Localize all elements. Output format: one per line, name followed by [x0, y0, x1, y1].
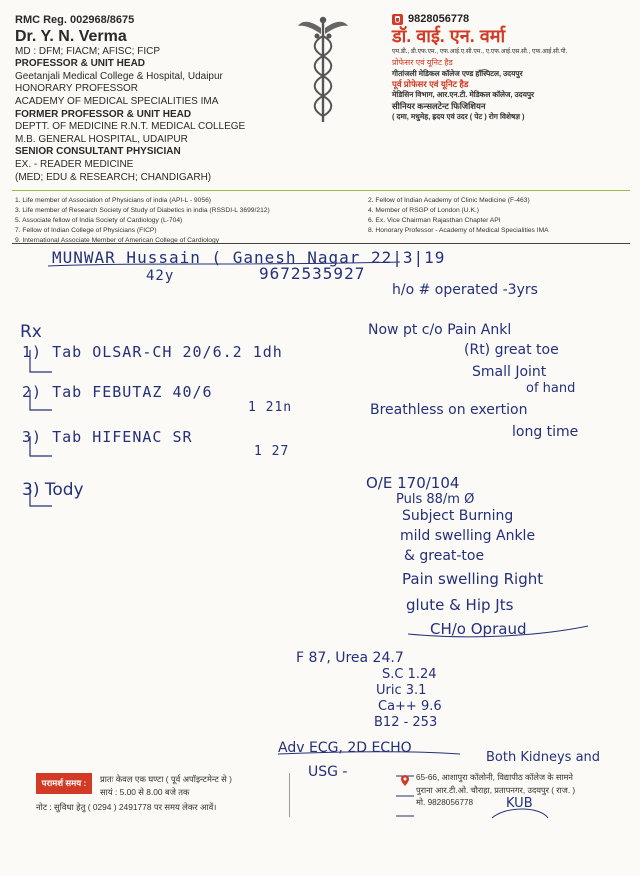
deptt-line-hindi: मेडिसिन विभाग, आर.एन.टी. मेडिकल कॉलेज, उदयपुर [392, 90, 535, 100]
hw-patient-name: MUNWAR Hussain ( Ganesh Nagar 22|3|19 [52, 248, 446, 267]
college-line-hindi: गीतांजली मेडिकल कॉलेज एण्ड हॉस्पिटल, उदयपुर [392, 68, 523, 78]
membership-item: 5. Associate fellow of India Society of Cardiology (L-704) [15, 217, 183, 225]
chandigarh-line: (MED; EDU & RESEARCH; CHANDIGARH) [15, 171, 212, 183]
membership-item: 8. Honorary Professor - Academy of Medical Specialities IMA [368, 227, 549, 235]
hw-advice-3: Both Kidneys and [486, 750, 601, 765]
hw-exam-8: CH/o Opraud [430, 620, 527, 638]
deptt-line: DEPTT. OF MEDICINE R.N.T. MEDICAL COLLEGE [15, 121, 246, 133]
clinic-mobile: मो. 9828056778 [416, 798, 474, 807]
hw-complaint-4: of hand [526, 381, 576, 396]
title-professor: PROFESSOR & UNIT HEAD [15, 58, 146, 70]
membership-item: 9. International Associate Member of American College of Cardiology [15, 237, 220, 245]
reader-line: EX. - READER MEDICINE [15, 158, 134, 170]
consultation-label: परामर्श समय : [36, 773, 92, 794]
hw-exam-6: Pain swelling Right [402, 570, 544, 588]
hw-advice-2: USG - [308, 764, 348, 780]
hw-advice-4: KUB [506, 796, 533, 811]
title-professor-hindi: प्रोफेसर एवं यूनिट हैड [392, 57, 453, 67]
hw-exam-3: Subject Burning [402, 508, 514, 524]
address-line-2: पुराना आर.टी.ओ. चौराहा, प्रतापनगर, उदयपुर ( राज. ) [416, 785, 576, 795]
honorary-line: HONORARY PROFESSOR [15, 83, 138, 95]
hw-exam-4: mild swelling Ankle [400, 528, 536, 544]
phone-number: 9828056778 [408, 13, 470, 26]
title-senior-consultant-hindi: सीनियर कन्सलटेन्ट फिजिशियन [392, 100, 486, 111]
hw-rx-symbol: Rx [20, 322, 42, 342]
title-former-professor: FORMER PROFESSOR & UNIT HEAD [15, 108, 192, 120]
degrees-hindi: एम.डी., डी.एफ.एम., एफ.आई.ए.सी.एम., ए.एफ.आई.एस.सी., एफ.आई.सी.पी. [392, 48, 568, 55]
hw-exam-7: glute & Hip Jts [406, 596, 514, 614]
hw-age: 42y [146, 268, 175, 284]
hw-medicine-2: 2) Tab FEBUTAZ 40/6 [22, 383, 213, 401]
hw-medicine-2-dose: 1 21n [248, 400, 293, 415]
doctor-name: Dr. Y. N. Verma [15, 27, 127, 45]
hw-medicine-4: 3) Tody [22, 480, 84, 500]
title-senior-consultant: SENIOR CONSULTANT PHYSICIAN [15, 146, 181, 158]
hw-medicine-3: 3) Tab HIFENAC SR [22, 428, 193, 446]
hw-exam-5: & great-toe [404, 548, 485, 564]
doctor-name-hindi: डॉ. वाई. एन. वर्मा [392, 26, 506, 46]
hw-medicine-3-dose: 1 27 [254, 444, 290, 459]
hw-lab-4: Ca++ 9.6 [378, 699, 442, 714]
footer-divider [289, 773, 290, 817]
membership-item: 1. Life member of Association of Physicians of india (API-L - 9056) [15, 197, 212, 204]
hw-medicine-1: 1) Tab OLSAR-CH 20/6.2 1dh [22, 343, 283, 361]
hw-exam-1: O/E 170/104 [366, 474, 460, 492]
consult-evening: सायं : 5.00 से 8.00 बजे तक [100, 787, 190, 797]
hw-phone: 9672535927 [259, 264, 366, 283]
hw-advice-1: Adv ECG, 2D ECHO [278, 740, 412, 756]
hw-complaint-6: long time [512, 424, 579, 440]
registration-number: RMC Reg. 002968/8675 [15, 14, 135, 26]
hw-history: h/o # operated -3yrs [392, 282, 538, 298]
hospital-line: M.B. GENERAL HOSPITAL, UDAIPUR [15, 133, 188, 145]
hw-lab-2: S.C 1.24 [382, 667, 437, 682]
membership-item: 7. Fellow of Indian College of Physicians (FICP) [15, 227, 157, 235]
hw-lab-1: F 87, Urea 24.7 [296, 650, 404, 666]
title-former-professor-hindi: पूर्व प्रोफेसर एवं यूनिट हैड [392, 79, 469, 90]
speciality-line-hindi: ( दमा, मधुमेह, ह्रदय एवं उदर ( पेट ) रोग विशेषज्ञ ) [392, 111, 525, 121]
hw-complaint-5: Breathless on exertion [370, 402, 528, 418]
hw-exam-2: Puls 88/m Ø [396, 492, 475, 507]
hw-lab-5: B12 - 253 [374, 715, 438, 730]
academy-line: ACADEMY OF MEDICAL SPECIALITIES IMA [15, 95, 219, 107]
membership-item: 4. Member of RSGP of London (U.K.) [368, 207, 480, 215]
membership-item: 2. Fellow of Indian Academy of Clinic Medicine (F-463) [368, 197, 530, 204]
location-icon [401, 775, 409, 786]
membership-item: 3. Life member of Research Society of Study of Diabetics in india (RSSDI-L 3699/212) [15, 207, 270, 215]
appointment-note: नोट : सुविधा हेतु ( 0294 ) 2491778 पर समय लेकर आवें। [36, 802, 217, 812]
college-line: Geetanjali Medical College & Hospital, Udaipur [15, 70, 223, 82]
address-line-1: 65-66, आशापुरा कॉलोनी, विद्यापीठ कॉलेज के सामने [416, 773, 573, 782]
hw-lab-3: Uric 3.1 [376, 683, 427, 698]
clinic-address [416, 772, 575, 810]
hw-complaint-1: Now pt c/o Pain Ankl [368, 322, 512, 338]
hw-complaint-2: (Rt) great toe [464, 342, 559, 358]
consult-morning: प्रातः केवल एक घण्टा ( पूर्व अपॉइन्टमेन्ट से ) [100, 774, 232, 784]
membership-item: 6. Ex. Vice Chairman Rajasthan Chapter API [368, 217, 501, 225]
hw-complaint-3: Small Joint [472, 364, 547, 380]
degrees: MD : DFM; FIACM; AFISC; FICP [15, 45, 160, 57]
